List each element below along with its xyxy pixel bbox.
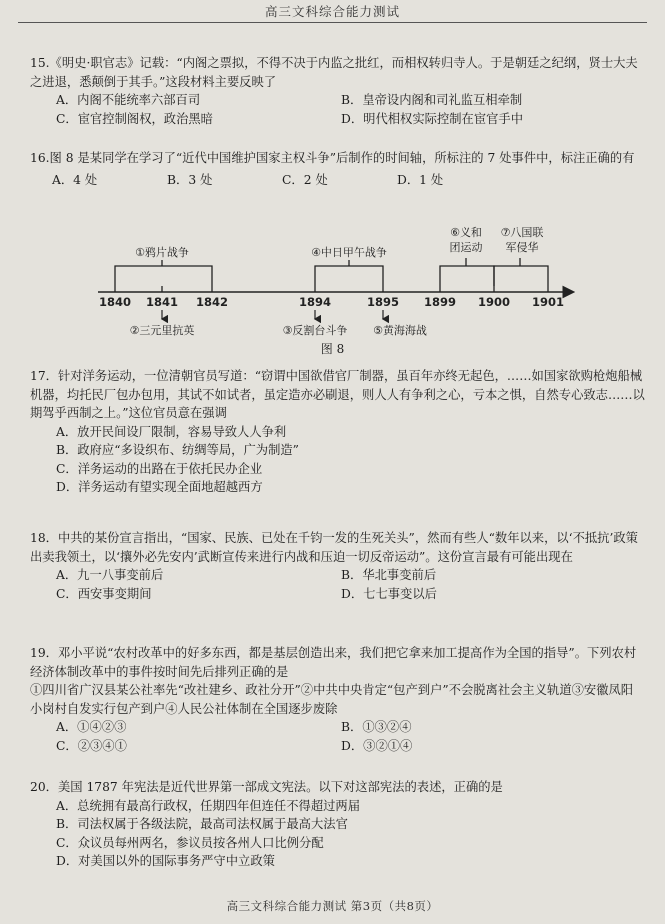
option-d: D．1 处 [397,172,444,187]
bracket-boxer-movement [440,266,494,286]
question-19 [30,644,645,755]
option-b: B．3 处 [167,172,213,187]
option-d: D．明代相权实际控制在宦官手中 [341,111,524,126]
timeline-figure-8 [90,222,590,342]
option-d: D．七七事变以后 [341,586,437,601]
question-20-options [56,797,645,871]
event-2-label: ②三元里抗英 [129,324,195,337]
option-a: A．放开民间设厂限制，容易导致人人争利 [56,424,287,439]
question-17-options [56,423,645,497]
event-5-label: ⑤黄海海战 [373,324,427,337]
question-18-stem: 18．中共的某份宣言指出，“国家、民族、已处在千钧一发的生死关头”，然而有些人“数年以来，以‘不抵抗’政策出卖我领土，以‘攘外必先安内’武断宣传来进行内战和压迫一切反帝运动”。这份宣言最有可能出现在 [30,531,638,564]
option-b: B．①③②④ [341,720,412,734]
option-b: B．皇帝设内阁和司礼监互相牵制 [341,93,523,107]
question-20-stem: 20．美国 1787 年宪法是近代世界第一部成文宪法。以下对这部宪法的表述，正确的是 [30,780,503,794]
question-18 [30,529,645,603]
question-16-stem: 16.图 8 是某同学在学习了“近代中国维护国家主权斗争”后制作的时间轴，所标注的 7 处事件中，标注正确的有 [30,151,635,165]
option-c: C．洋务运动的出路在于依托民办企业 [56,461,263,476]
option-b: B．政府应“多设织布、纺绸等局，广为制造” [56,443,299,457]
option-b: B．司法权属于各级法院，最高司法权属于最高大法官 [56,817,348,831]
question-15-stem: 15.《明史·职官志》记载：“内阁之票拟，不得不决于内监之批红，而相权转归寺人。于是朝廷之纪纲，贤士大夫之进退，悉颠倒于其手。”这段材料主要反映了 [30,56,638,89]
header-divider [18,22,647,23]
option-c: C．2 处 [282,172,328,187]
event-3-label: ③反割台斗争 [282,324,348,337]
question-19-options [56,718,645,755]
option-a: A．九一八事变前后 [56,568,164,582]
option-b: B．华北事变前后 [341,568,437,582]
event-4-label: ④中日甲午战争 [311,246,387,259]
question-18-options [56,566,645,603]
year-1841: 1841 [145,295,179,309]
question-20 [30,778,645,871]
option-c: C．宦官控制阁权，政治黑暗 [56,111,213,126]
option-a: A．总统拥有最高行政权，任期四年但连任不得超过两届 [56,798,361,813]
year-1842: 1842 [195,295,229,309]
year-1899: 1899 [423,295,457,309]
event-6-label-line1: ⑥义和 [450,226,482,239]
option-a: A．内阁不能统率六部百司 [56,93,201,107]
event-1-label: ①鸦片战争 [135,246,189,259]
option-d: D．对美国以外的国际事务严守中立政策 [56,854,275,868]
year-1900: 1900 [477,295,511,309]
question-17-stem: 17．针对洋务运动，一位清朝官员写道：“窃谓中国欲借官厂制器，虽百年亦终无起色，……如国家欲购枪炮船械机器，均托民厂包办包用，其试不如试者，虽定造亦必刷退，则人人有争利之心，亏本之惧，自然专心致志……以期驾乎西制之上。”这位官员意在强调 [30,369,645,420]
option-a: A．4 处 [52,172,98,187]
bracket-sino-japanese-war [315,266,383,286]
option-c: C．西安事变期间 [56,586,152,601]
option-d: D．洋务运动有望实现全面地超越西方 [56,480,263,494]
option-a: A．①④②③ [56,720,127,734]
year-1901: 1901 [531,295,565,309]
option-c: C．众议员每州两名，参议员按各州人口比例分配 [56,835,324,850]
question-15-options [56,91,645,128]
year-1895: 1895 [366,295,400,309]
page-header: 高三文科综合能力测试 [264,4,400,19]
question-16-options [52,171,645,190]
event-6-label-line2: 团运动 [449,241,483,254]
year-1894: 1894 [298,295,332,309]
year-1840: 1840 [98,295,132,309]
page-footer: 高三文科综合能力测试 第3页（共8页） [226,899,439,913]
figure-caption: 图 8 [320,342,345,356]
event-7-label-line1: ⑦八国联 [500,226,544,239]
question-19-items: ①四川省广汉县某公社率先“改社建乡、政社分开”②中共中央肯定“包产到户”不会脱离社会主义轨道③安徽凤阳小岗村自发实行包产到户④人民公社体制在全国逐步废除 [30,683,634,716]
event-7-label-line2: 军侵华 [505,241,539,254]
option-d: D．③②①④ [341,738,413,753]
question-16 [30,149,645,189]
question-17 [30,367,645,497]
question-19-stem: 19．邓小平说“农村改革中的好多东西，都是基层创造出来，我们把它拿来加工提高作为全国的指导”。下列农村经济体制改革中的事件按时间先后排列正确的是 [30,646,637,679]
bracket-opium-war [115,266,212,286]
question-15 [30,54,645,128]
option-c: C．②③④① [56,738,127,753]
bracket-eight-nation-alliance [494,266,548,286]
